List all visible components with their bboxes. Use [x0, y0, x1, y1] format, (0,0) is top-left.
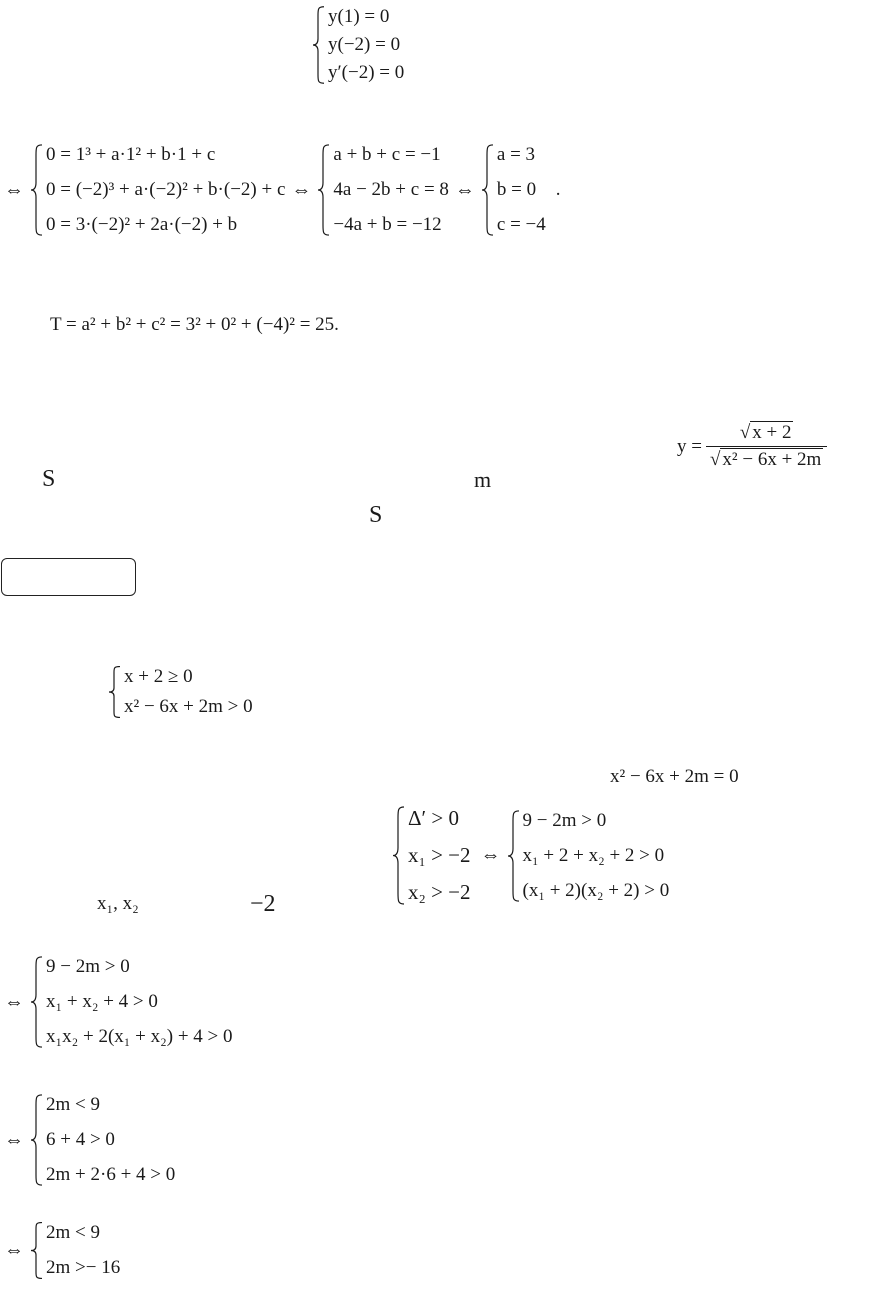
equiv-symbol: ⇔	[4, 1128, 24, 1151]
equiv-symbol: ⇔	[454, 178, 475, 201]
equation-line: 0 = (−2)³ + a·(−2)² + b·(−2) + c	[46, 179, 286, 200]
equiv-symbol: ⇔	[4, 990, 24, 1013]
problem-m: m	[474, 467, 492, 492]
roots-line: x₂ > −2	[408, 880, 471, 904]
roots-chain	[392, 806, 669, 905]
problem-s1: S	[42, 466, 56, 492]
equation-line: 0 = 1³ + a·1² + b·1 + c	[46, 144, 216, 165]
roots-line: 9 − 2m > 0	[522, 809, 607, 831]
equation-chain-5	[4, 1094, 175, 1186]
equation-line: 2m < 9	[46, 1222, 100, 1243]
system-4	[30, 956, 233, 1048]
t-result-line: T = a² + b² + c² = 3² + 0² + (−4)² = 25.	[50, 314, 339, 335]
roots-label: x₁, x₂	[97, 893, 139, 914]
condition-line: y(−2) = 0	[328, 34, 401, 55]
equation-line: 4a − 2b + c = 8	[333, 179, 449, 200]
equation-line: 2m < 9	[46, 1094, 100, 1115]
system-5	[30, 1094, 175, 1186]
equiv-symbol: ⇔	[4, 1239, 24, 1261]
problem-s2: S	[369, 502, 383, 528]
equation-line: x₁ + x₂ + 4 > 0	[46, 991, 158, 1012]
equation-line: 2m + 2·6 + 4 > 0	[46, 1164, 176, 1185]
left-brace	[30, 144, 44, 236]
left-brace	[317, 144, 331, 236]
equation-line: a + b + c = −1	[333, 144, 441, 165]
equation-line: c = −4	[496, 214, 546, 235]
left-brace	[481, 144, 495, 236]
system-b	[317, 144, 449, 236]
left-brace	[312, 6, 326, 84]
left-brace	[30, 956, 44, 1048]
left-brace	[108, 666, 122, 718]
roots-system	[392, 806, 471, 905]
equation-line: b = 0	[496, 179, 537, 200]
system-c	[481, 144, 546, 236]
roots-line: Δ′ > 0	[408, 806, 459, 830]
period: .	[555, 179, 561, 200]
system-conditions	[312, 6, 404, 84]
function-expression	[677, 422, 827, 471]
roots-line: (x₁ + 2)(x₂ + 2) > 0	[522, 879, 670, 901]
fraction-numerator	[736, 422, 798, 446]
equiv-symbol: ⇔	[291, 178, 312, 201]
equation-line: −4a + b = −12	[333, 214, 442, 235]
equiv-symbol: ⇔	[4, 178, 24, 201]
equation-line: 0 = 3·(−2)² + 2a·(−2) + b	[46, 214, 238, 235]
system-6	[30, 1222, 120, 1279]
radicand-num: x + 2	[752, 422, 792, 443]
roots-line: x₁ > −2	[408, 843, 471, 867]
function-fraction	[706, 422, 827, 471]
sqrt-icon: √	[709, 449, 721, 470]
answer-box	[1, 558, 136, 596]
left-brace	[507, 810, 521, 902]
system-a	[30, 144, 285, 236]
roots-line: x₁ + 2 + x₂ + 2 > 0	[522, 844, 665, 866]
left-brace	[30, 1094, 44, 1186]
equation-line: 9 − 2m > 0	[46, 956, 130, 977]
domain-line: x + 2 ≥ 0	[124, 666, 193, 687]
radicand-den: x² − 6x + 2m	[722, 449, 822, 470]
condition-line: y′(−2) = 0	[328, 62, 405, 83]
sqrt-icon: √	[739, 422, 751, 443]
equation-line: a = 3	[496, 144, 536, 165]
equation-chain-4	[4, 956, 233, 1048]
function-lhs: y =	[677, 435, 702, 457]
quadratic-equation: x² − 6x + 2m = 0	[610, 766, 739, 787]
left-brace	[30, 1222, 44, 1279]
condition-line: y(1) = 0	[328, 6, 390, 27]
fraction-denominator	[706, 447, 827, 471]
equation-line: 6 + 4 > 0	[46, 1129, 115, 1150]
domain-line: x² − 6x + 2m > 0	[124, 696, 253, 717]
minus-two-label: −2	[250, 891, 276, 917]
equation-line: x₁x₂ + 2(x₁ + x₂) + 4 > 0	[46, 1026, 233, 1047]
domain-system	[108, 666, 253, 718]
roots-system-2	[507, 810, 670, 902]
equation-line: 2m >− 16	[46, 1257, 121, 1278]
equation-chain-6	[4, 1222, 120, 1279]
equation-chain	[4, 144, 561, 236]
equiv-symbol: ⇔	[480, 844, 501, 866]
left-brace	[392, 806, 406, 905]
